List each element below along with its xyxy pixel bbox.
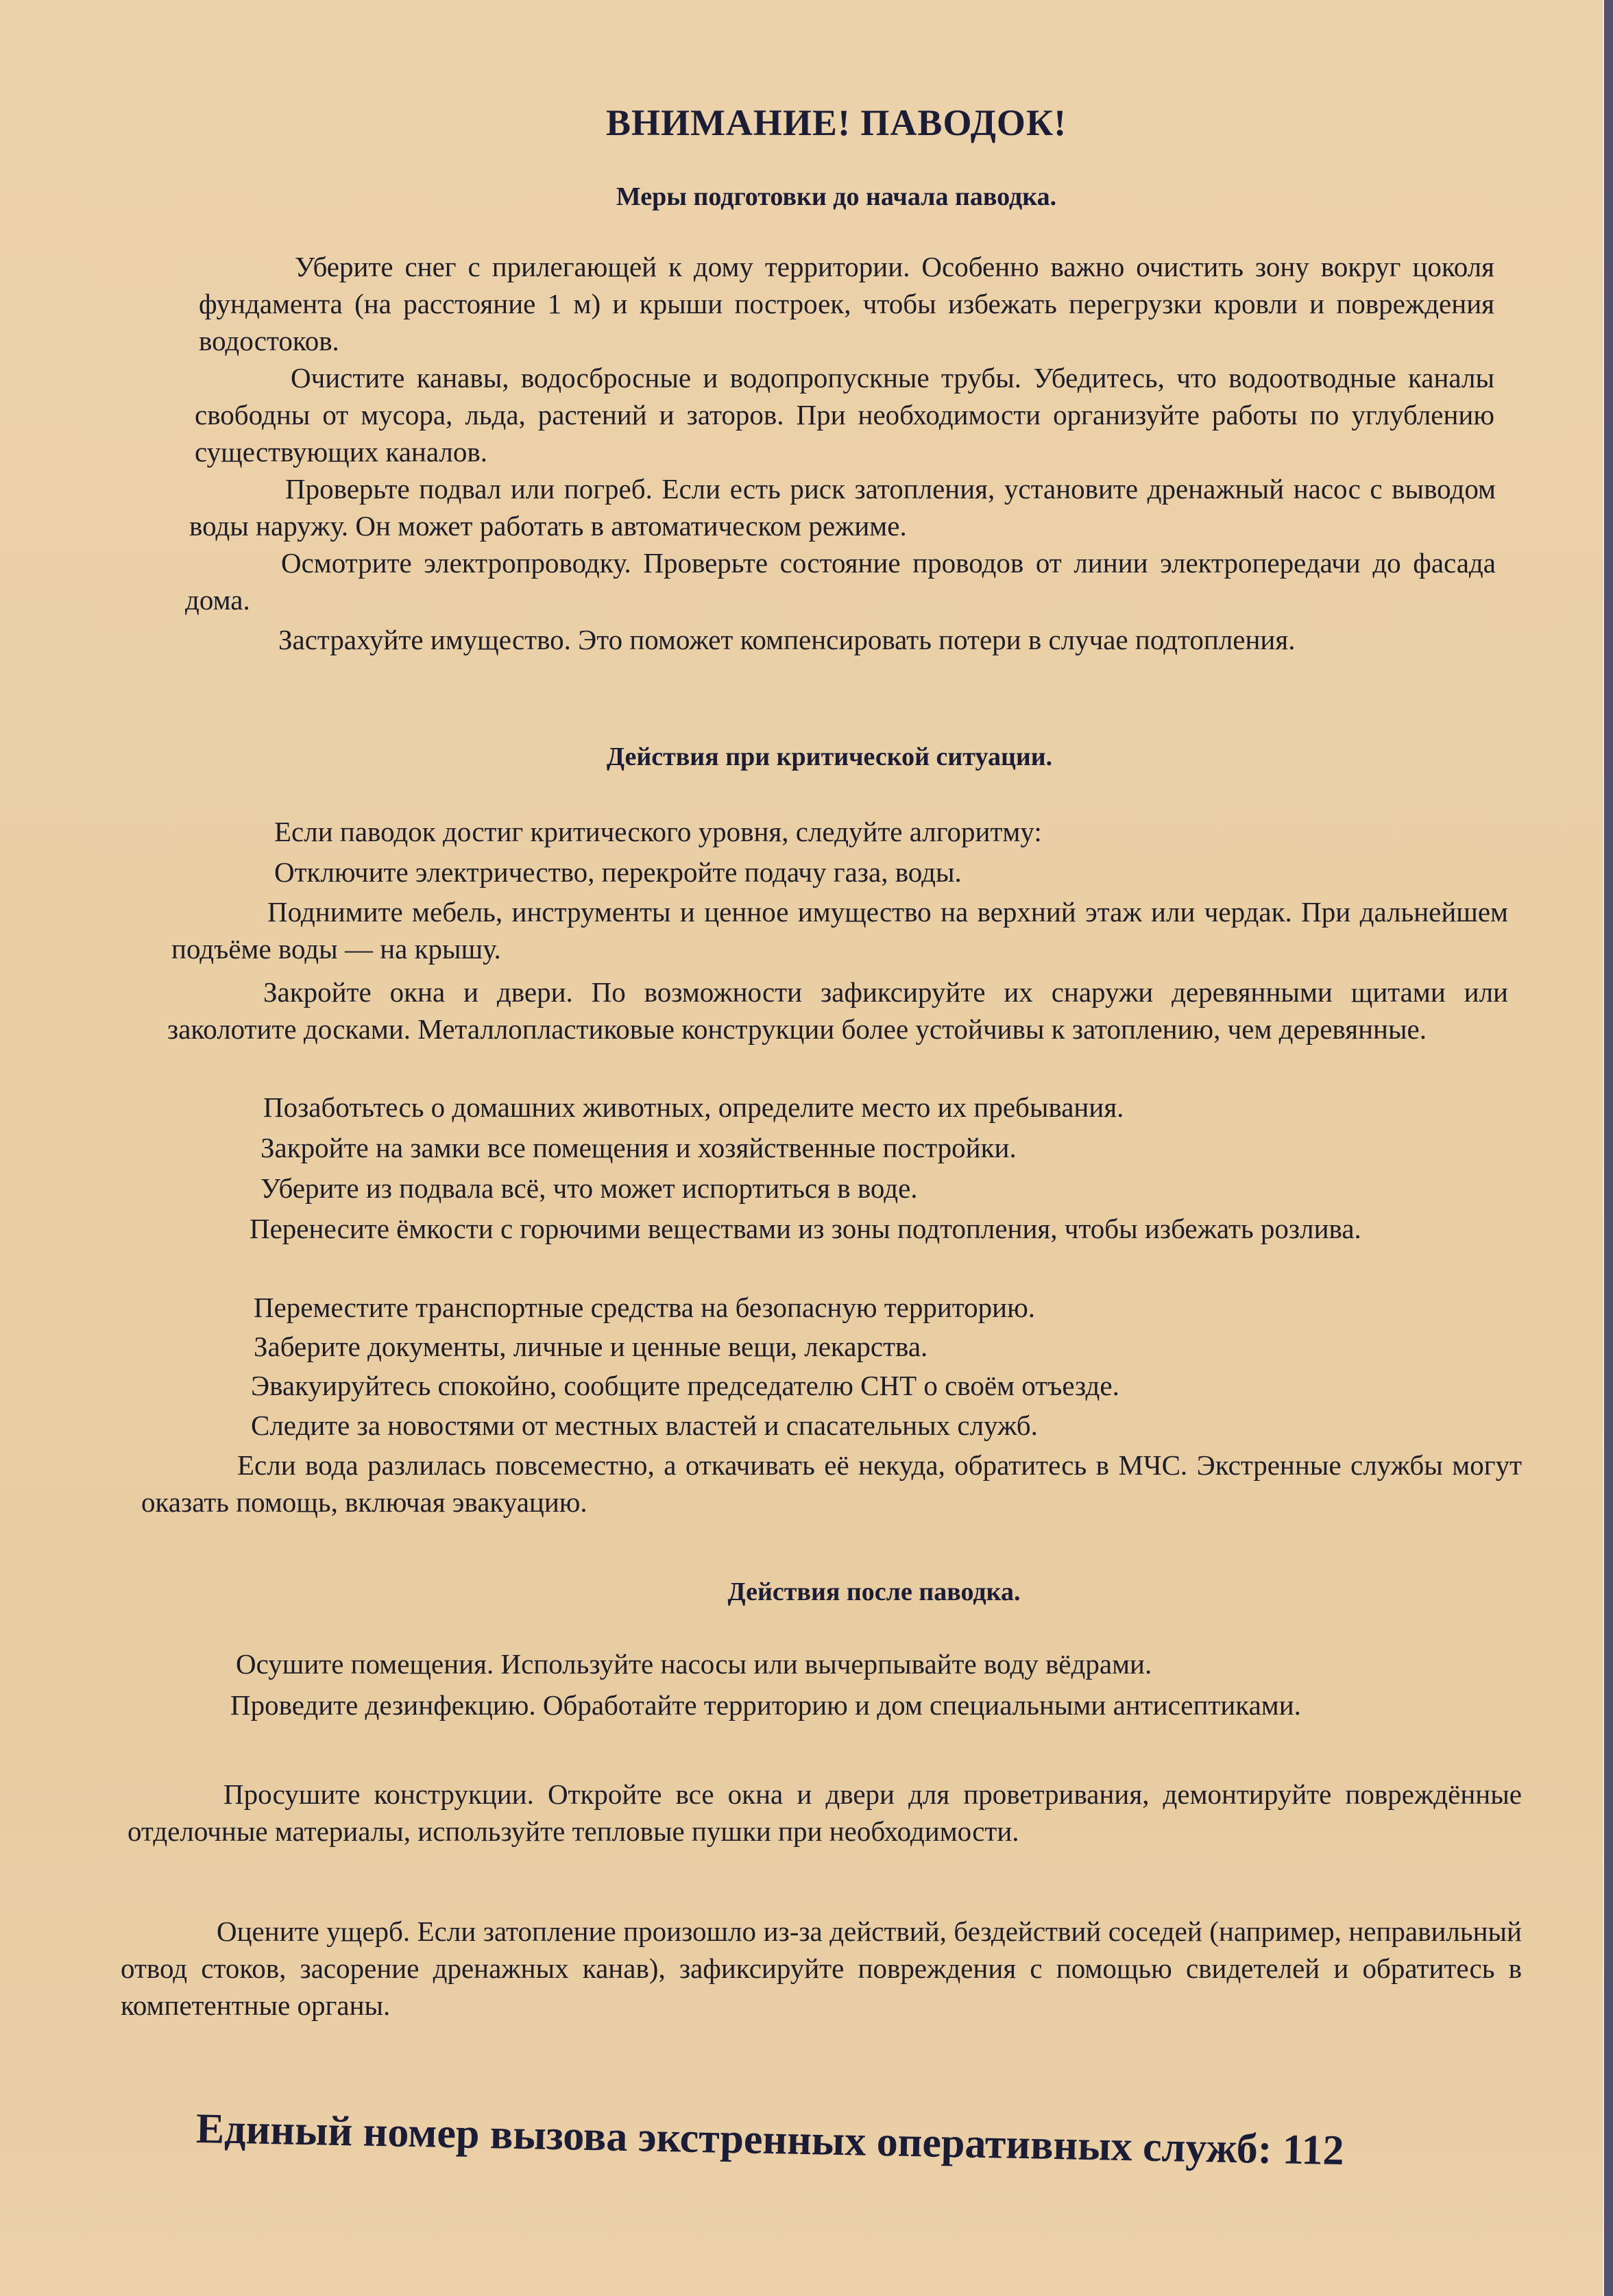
paragraph: Закройте на замки все помещения и хозяйственные постройки. [260, 1132, 1017, 1163]
section-heading-critical: Действия при критической ситуации. [606, 742, 1053, 771]
paragraph: Осмотрите электропроводку. Проверьте состояние проводов от линии электропередачи до фасада дома. [185, 547, 1496, 616]
page-title: ВНИМАНИЕ! ПАВОДОК! [605, 102, 1067, 143]
paragraph: Очистите канавы, водосбросные и водопропускные трубы. Убедитесь, что водоотводные каналы свободны от мусора, льда, растений и заторов. При необходимости организуйте работы по углублению существующих каналов. [195, 362, 1494, 468]
paragraph: Отключите электричество, перекройте подачу газа, воды. [274, 856, 962, 888]
paragraph: Оцените ущерб. Если затопление произошло из-за действий, бездействий соседей (например, неправильный отвод стоков, засорение дренажных канав), зафиксируйте повреждения с помощью свидетелей и обратитесь в компетентные органы. [121, 1916, 1522, 2021]
section-heading-preparation: Меры подготовки до начала паводка. [616, 182, 1057, 211]
paragraph: Позаботьтесь о домашних животных, определите место их пребывания. [263, 1091, 1124, 1123]
paragraph: Осушите помещения. Используйте насосы или вычерпывайте воду вёдрами. [236, 1648, 1152, 1680]
paragraph: Если вода разлилась повсеместно, а откачивать её некуда, обратитесь в МЧС. Экстренные службы могут оказать помощь, включая эвакуацию. [141, 1449, 1522, 1518]
paragraph: Уберите снег с прилегающей к дому территории. Особенно важно очистить зону вокруг цоколя фундамента (на расстояние 1 м) и крыши построек, чтобы избежать перегрузки кровли и повреждения водостоков. [199, 251, 1494, 357]
paragraph: Следите за новостями от местных властей и спасательных служб. [251, 1410, 1038, 1441]
emergency-number-notice: Единый номер вызова экстренных оперативных служб: 112 [195, 2105, 1345, 2175]
paragraph: Перенесите ёмкости с горючими веществами из зоны подтопления, чтобы избежать розлива. [250, 1213, 1361, 1244]
paragraph: Проверьте подвал или погреб. Если есть риск затопления, установите дренажный насос с выводом воды наружу. Он может работать в автоматическом режиме. [189, 473, 1496, 542]
paragraph: Проведите дезинфекцию. Обработайте территорию и дом специальными антисептиками. [230, 1689, 1301, 1721]
paragraph: Закройте окна и двери. По возможности зафиксируйте их снаружи деревянными щитами или заколотите досками. Металлопластиковые конструкции более устойчивы к затоплению, чем деревянные. [167, 976, 1508, 1045]
paragraph: Заберите документы, личные и ценные вещи, лекарства. [254, 1331, 928, 1362]
paragraph: Эвакуируйтесь спокойно, сообщите председателю СНТ о своём отъезде. [251, 1370, 1119, 1401]
paragraph: Поднимите мебель, инструменты и ценное имущество на верхний этаж или чердак. При дальнейшем подъёме воды — на крышу. [171, 896, 1508, 965]
paragraph: Застрахуйте имущество. Это поможет компенсировать потери в случае подтопления. [278, 624, 1296, 655]
paragraph: Просушите конструкции. Откройте все окна и двери для проветривания, демонтируйте повреждённые отделочные материалы, используйте тепловые пушки при необходимости. [128, 1778, 1522, 1847]
background-edge [1604, 0, 1613, 2296]
section-heading-after: Действия после паводка. [727, 1578, 1021, 1606]
paragraph: Уберите из подвала всё, что может испортиться в воде. [260, 1172, 918, 1204]
paragraph: Переместите транспортные средства на безопасную территорию. [254, 1292, 1035, 1323]
paragraph: Если паводок достиг критического уровня, следуйте алгоритму: [274, 816, 1042, 847]
